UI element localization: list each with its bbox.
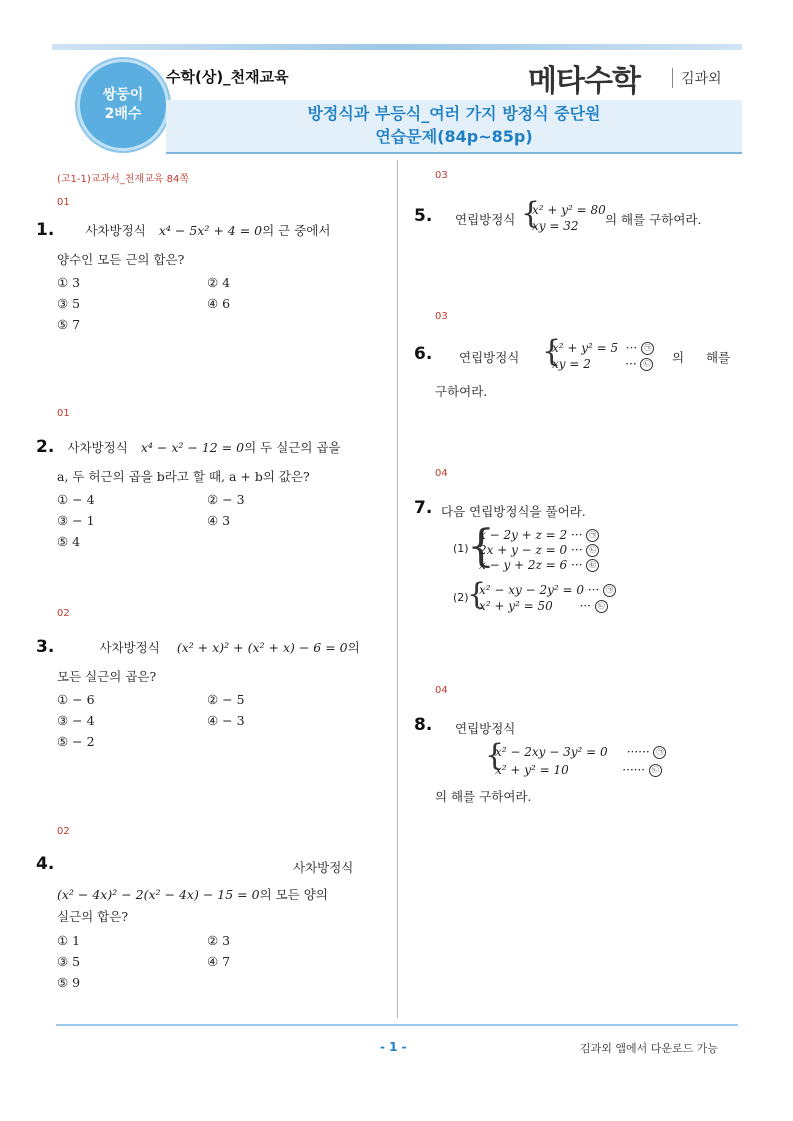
- choice: ③ − 4: [57, 713, 95, 728]
- question-text: a, 두 허근의 곱을 b라고 할 때, a + b의 값은?: [57, 469, 310, 484]
- question-number: 4.: [36, 854, 55, 874]
- question-number: 6.: [414, 344, 433, 364]
- question-2: [36, 437, 361, 457]
- marker-circle: ㉡: [649, 764, 662, 777]
- badge-line1: 쌍둥이: [102, 87, 144, 103]
- question-number: 7.: [414, 498, 433, 518]
- marker-circle: ㉠: [603, 584, 616, 597]
- choice: ③ 5: [57, 954, 81, 969]
- question-text: 사차방정식: [293, 860, 354, 875]
- question-tag: 02: [57, 608, 70, 619]
- question-3: [36, 637, 361, 657]
- question-number: 1.: [36, 220, 55, 240]
- marker-circle: ㉢: [586, 559, 599, 572]
- question-text: 의 모든 양의: [259, 887, 328, 902]
- question-tag: 02: [57, 826, 70, 837]
- question-number: 8.: [414, 715, 433, 735]
- equation: x − 2y + z = 2 ··· ㉠: [479, 528, 599, 542]
- question-tag: 04: [435, 685, 448, 696]
- choice: ④ 7: [207, 954, 231, 969]
- equation: x² + y² = 5 ··· ㉠: [552, 341, 654, 355]
- top-decorative-bar: [52, 44, 742, 50]
- choice: ① 3: [57, 275, 81, 290]
- question-text: 연립방정식: [455, 721, 516, 736]
- equation: x² + y² = 50 ··· ㉡: [479, 599, 608, 613]
- choice: ② − 5: [207, 692, 245, 707]
- question-text: 실근의 합은?: [57, 909, 129, 924]
- question-text: 연립방정식: [459, 350, 520, 365]
- question-1: [36, 220, 361, 240]
- choice: ③ 5: [57, 296, 81, 311]
- question-text: 사차방정식: [67, 440, 128, 455]
- question-tag: 03: [435, 311, 448, 322]
- question-text: 사차방정식: [85, 223, 146, 238]
- question-tag: 01: [57, 408, 70, 419]
- choice: ④ 6: [207, 296, 231, 311]
- marker-circle: ㉡: [595, 600, 608, 613]
- question-text: 모든 실근의 곱은?: [57, 669, 157, 684]
- question-number: 5.: [414, 206, 433, 226]
- choice: ⑤ − 2: [57, 734, 95, 749]
- column-divider: [397, 160, 398, 1018]
- question-text: 의: [347, 640, 360, 655]
- brace: {: [467, 521, 495, 572]
- page-title: [166, 100, 742, 154]
- marker-circle: ㉠: [653, 746, 666, 759]
- equation: x² − 2xy − 3y² = 0 ······ ㉠: [495, 745, 666, 759]
- choice: ④ 3: [207, 513, 231, 528]
- question-number: 2.: [36, 437, 55, 457]
- marker-circle: ㉡: [640, 358, 653, 371]
- question-text: 의 해를: [672, 350, 731, 365]
- question-text: 의 해를 구하여라.: [605, 212, 702, 227]
- footer-note: 김과외 앱에서 다운로드 가능: [580, 1042, 719, 1055]
- brand-logo-secondary: 김과외: [672, 68, 722, 88]
- question-text: 연립방정식: [455, 212, 516, 227]
- question-text: 다음 연립방정식을 풀어라.: [441, 504, 586, 519]
- question-text: 의 근 중에서: [262, 223, 331, 238]
- choice: ① − 4: [57, 492, 95, 507]
- question-text: 양수인 모든 근의 합은?: [57, 252, 185, 267]
- brand-logo: 메타수학: [528, 64, 640, 99]
- subquestion-label: (1): [453, 542, 469, 555]
- marker-circle: ㉡: [586, 544, 599, 557]
- question-text: 의 해를 구하여라.: [435, 789, 532, 804]
- choice: ③ − 1: [57, 513, 95, 528]
- brace: {: [521, 196, 541, 231]
- equation: x − y + 2z = 6 ··· ㉢: [479, 558, 599, 572]
- choice: ④ − 3: [207, 713, 245, 728]
- question-text: 구하여라.: [435, 384, 488, 399]
- subquestion-label: (2): [453, 591, 469, 604]
- source-label: (고1-1)교과서_천재교육 84쪽: [57, 174, 189, 185]
- equation: xy = 2 ··· ㉡: [552, 357, 653, 371]
- equation: 2x + y − z = 0 ··· ㉡: [479, 543, 599, 557]
- brace: {: [467, 577, 487, 612]
- subject-label: 수학(상)_천재교육: [166, 68, 289, 86]
- choice: ② 4: [207, 275, 231, 290]
- brace: {: [542, 334, 562, 369]
- page-number: - 1 -: [380, 1040, 407, 1054]
- equation: xy = 32: [532, 219, 579, 233]
- choice: ② 3: [207, 933, 231, 948]
- footer-divider: [56, 1024, 738, 1026]
- marker-circle: ㉠: [586, 529, 599, 542]
- question-tag: 04: [435, 468, 448, 479]
- question-tag: 03: [435, 170, 448, 181]
- equation: x² − xy − 2y² = 0 ··· ㉠: [479, 583, 616, 597]
- question-number: 3.: [36, 637, 55, 657]
- choice: ① 1: [57, 933, 81, 948]
- question-math: (x² + x)² + (x² + x) − 6 = 0: [176, 640, 348, 655]
- equation: x² + y² = 80: [532, 203, 606, 217]
- question-text: 의 두 실근의 곱을: [244, 440, 341, 455]
- question-text: 사차방정식: [99, 640, 160, 655]
- choice: ① − 6: [57, 692, 95, 707]
- title-line2: 연습문제(84p~85p): [375, 127, 533, 146]
- question-4: [57, 884, 362, 903]
- question-math: x⁴ − x² − 12 = 0: [140, 440, 245, 455]
- question-math: x⁴ − 5x² + 4 = 0: [158, 223, 263, 238]
- choice: ② − 3: [207, 492, 245, 507]
- brace: {: [485, 738, 505, 773]
- twin-badge: [77, 59, 169, 151]
- title-line1: 방정식과 부등식_여러 가지 방정식 중단원: [307, 104, 601, 123]
- question-math: (x² − 4x)² − 2(x² − 4x) − 15 = 0: [57, 887, 260, 902]
- marker-circle: ㉠: [641, 342, 654, 355]
- equation: x² + y² = 10 ······ ㉡: [495, 763, 662, 777]
- choice: ⑤ 4: [57, 534, 81, 549]
- question-tag: 01: [57, 197, 70, 208]
- choice: ⑤ 9: [57, 975, 81, 990]
- badge-line2: 2배수: [104, 106, 142, 122]
- choice: ⑤ 7: [57, 317, 81, 332]
